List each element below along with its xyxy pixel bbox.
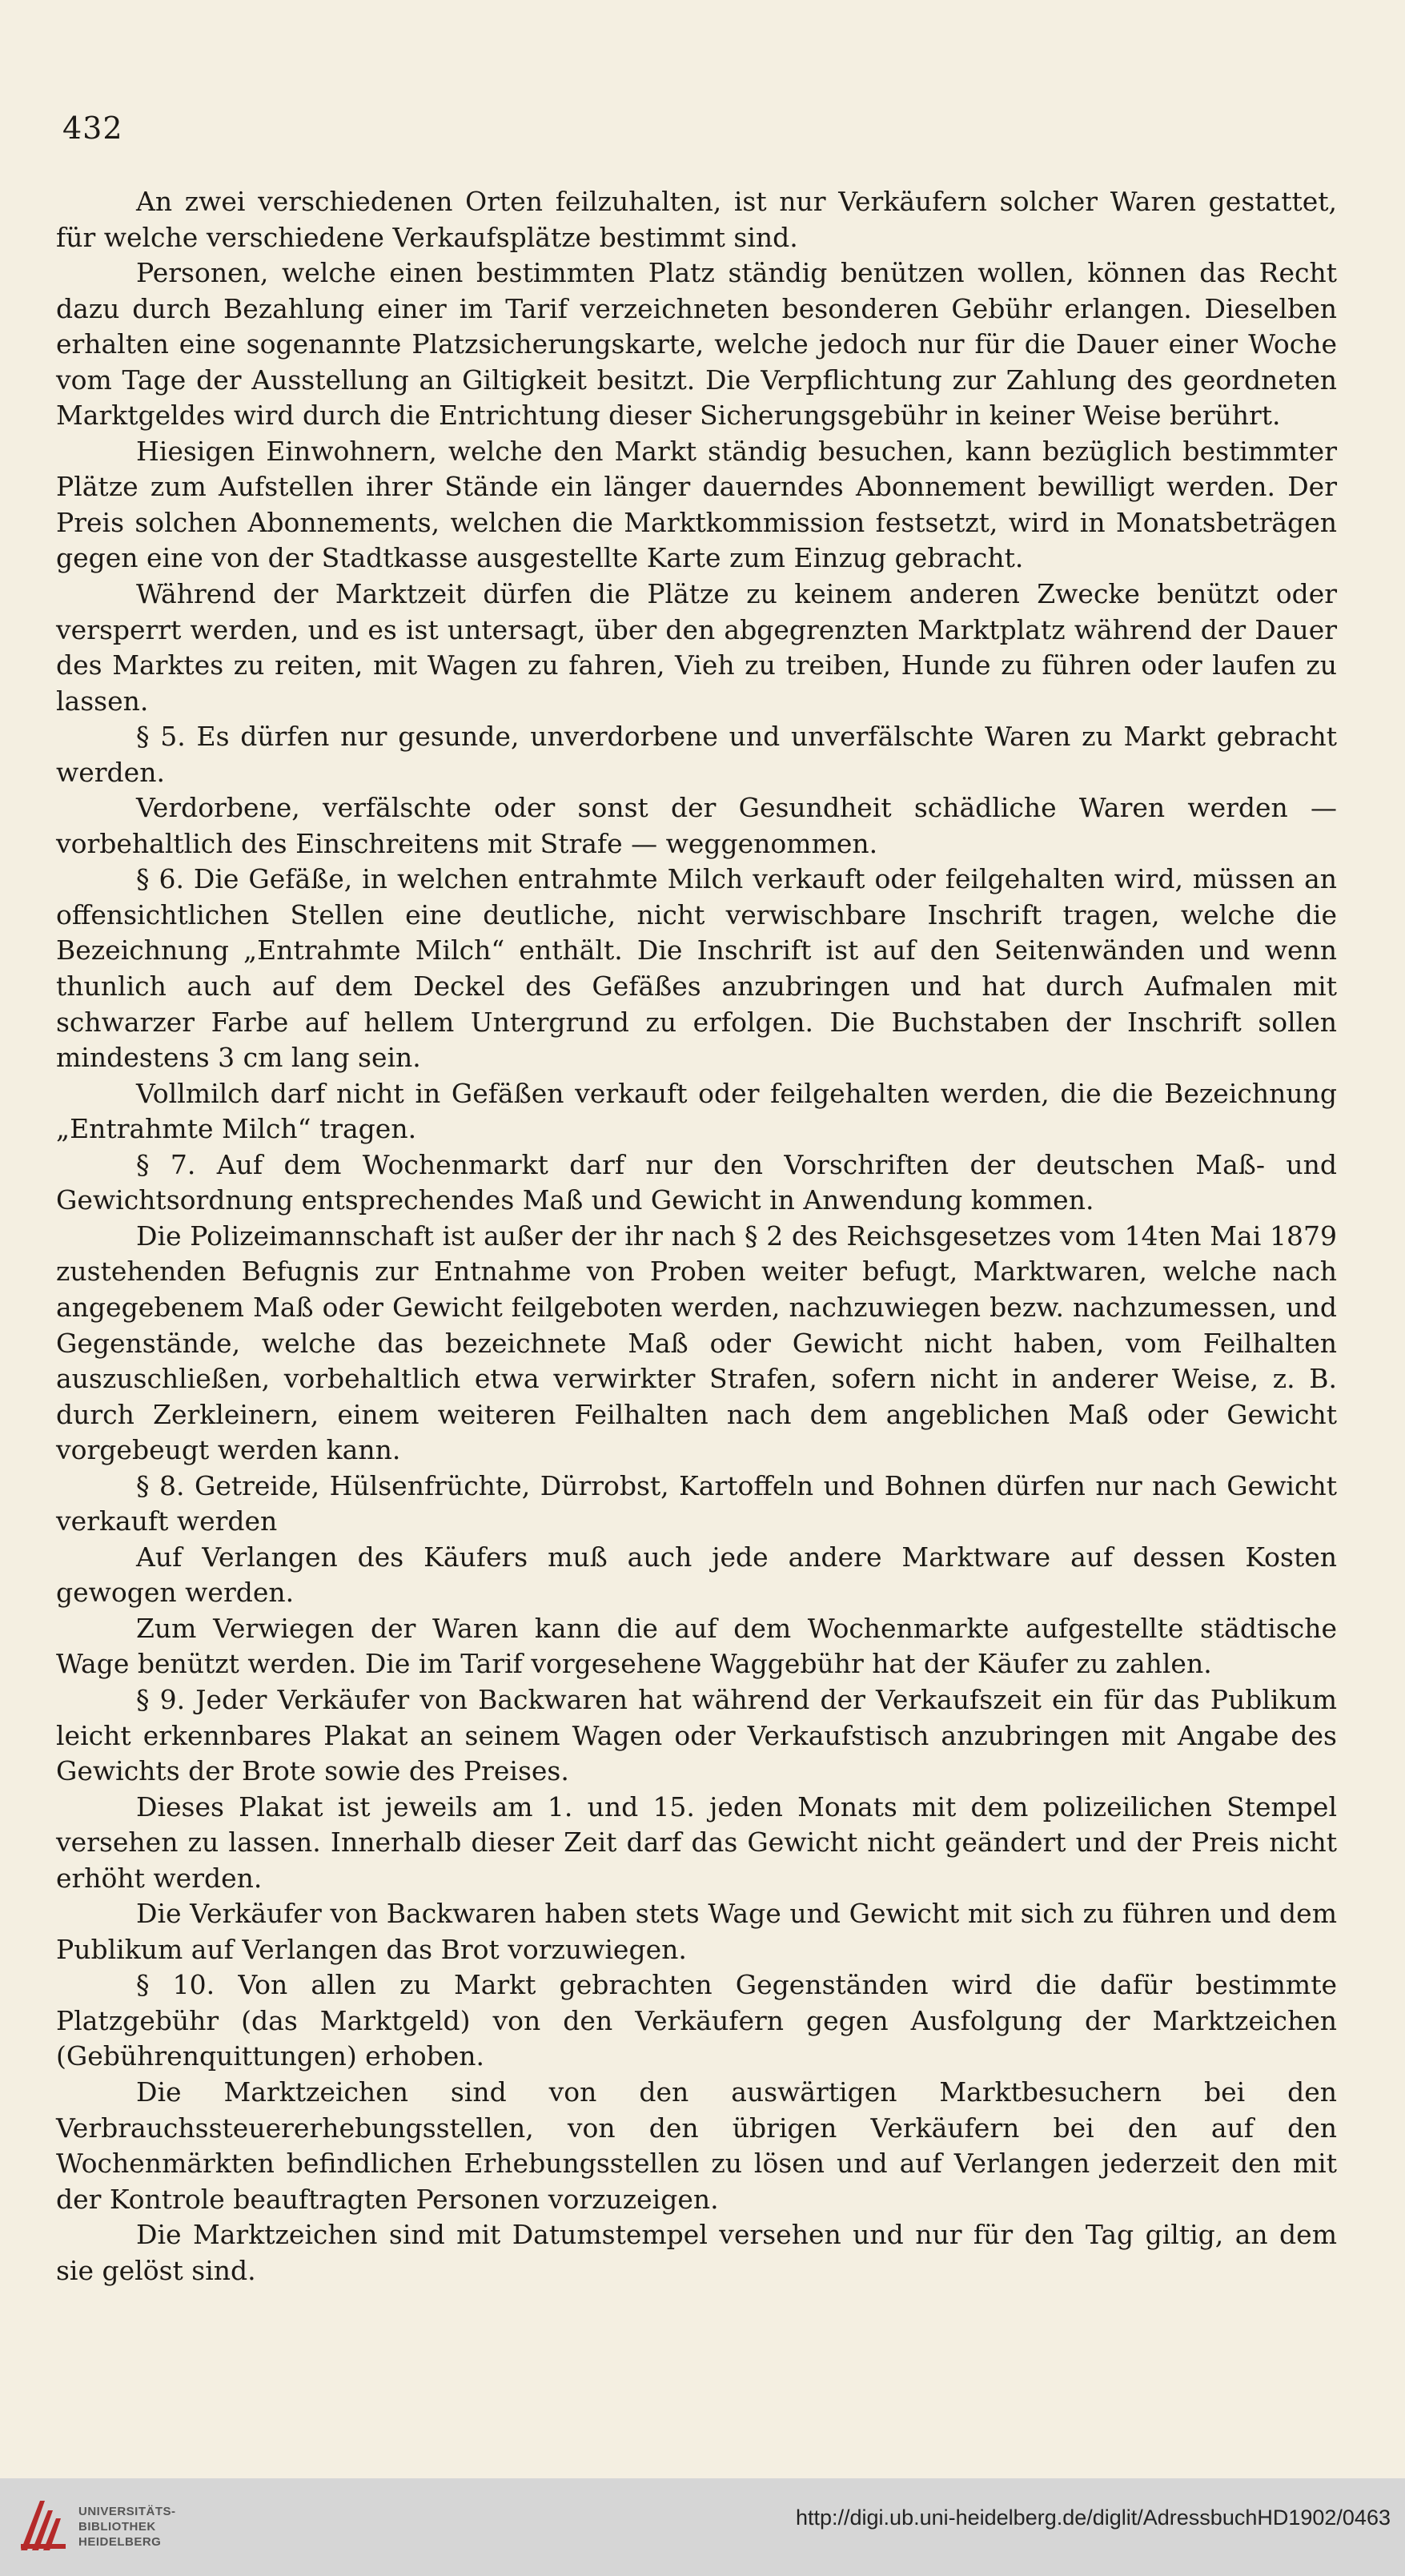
paragraph: Die Marktzeichen sind von den auswärtigen Marktbesuchern bei den Verbrauchssteuererhebungsstellen, von den übrigen Verkäufern bei den auf den Wochenmärkten befindlichen Erhebungsstellen zu lösen und auf Verlangen jederzeit den mit der Kontrole beauftragten Personen vorzuzeigen. — [56, 2076, 1337, 2215]
paragraph-section-9: § 9. Jeder Verkäufer von Backwaren hat während der Verkaufszeit ein für das Publikum leicht erkennbares Plakat an seinem Wagen oder Verkaufstisch anzubringen mit Angabe des Gewichts der Brote sowie des Preises. — [56, 1683, 1337, 1787]
paragraph: Die Marktzeichen sind mit Datumstempel versehen und nur für den Tag giltig, an dem sie gelöst sind. — [56, 2219, 1337, 2286]
paragraph-section-10: § 10. Von allen zu Markt gebrachten Gegenständen wird die dafür bestimmte Platzgebühr (das Marktgeld) von den Verkäufern gegen Ausfolgung der Marktzeichen (Gebührenquittungen) erhoben. — [56, 1969, 1337, 2072]
paragraph: Zum Verwiegen der Waren kann die auf dem Wochenmarkte aufgestellte städtische Wage benützt werden. Die im Tarif vorgesehene Waggebühr hat der Käufer zu zahlen. — [56, 1612, 1337, 1680]
institution-line: BIBLIOTHEK — [78, 2520, 156, 2534]
footer-bar — [0, 2478, 1405, 2576]
paragraph: Verdorbene, verfälschte oder sonst der Gesundheit schädliche Waren werden — vorbehaltlich des Einschreitens mit Strafe — weggenommen. — [56, 792, 1337, 859]
paragraph: Dieses Plakat ist jeweils am 1. und 15. jeden Monats mit dem polizeilichen Stempel versehen zu lassen. Innerhalb dieser Zeit darf das Gewicht nicht geändert und der Preis nicht erhöht werden. — [56, 1790, 1337, 1894]
paragraph: Hiesigen Einwohnern, welche den Markt ständig besuchen, kann bezüglich bestimmter Plätze zum Aufstellen ihrer Stände ein länger dauerndes Abonnement bewilligt werden. Der Preis solchen Abonnements, welchen die Marktkommission festsetzt, wird in Monatsbeträgen gegen eine von der Stadtkasse ausgestellte Karte zum Einzug gebracht. — [56, 435, 1337, 574]
paragraph: Personen, welche einen bestimmten Platz ständig benützen wollen, können das Recht dazu durch Bezahlung einer im Tarif verzeichneten besonderen Gebühr erlangen. Dieselben erhalten eine sogenannte Platzsicherungskarte, welche jedoch nur für die Dauer einer Woche vom Tage der Ausstellung an Giltigkeit besitzt. Die Verpflichtung zur Zahlung des geordneten Marktgeldes wird durch die Entrichtung dieser Sicherungsgebühr in keiner Weise berührt. — [56, 257, 1337, 432]
paragraph-section-8: § 8. Getreide, Hülsenfrüchte, Dürrobst, Kartoffeln und Bohnen dürfen nur nach Gewicht verkauft werden — [56, 1469, 1337, 1537]
paragraph: An zwei verschiedenen Orten feilzuhalten, ist nur Verkäufern solcher Waren gestattet, für welche verschiedene Verkaufsplätze bestimmt sind. — [56, 186, 1337, 253]
institution-line: UNIVERSITÄTS- — [78, 2505, 176, 2518]
paragraph-section-7: § 7. Auf dem Wochenmarkt darf nur den Vorschriften der deutschen Maß- und Gewichtsordnung entsprechendes Maß und Gewicht in Anwendung kommen. — [56, 1148, 1337, 1216]
paragraph-section-5: § 5. Es dürfen nur gesunde, unverdorbene und unverfälschte Waren zu Markt gebracht werden. — [56, 721, 1337, 788]
institution-name — [78, 2504, 176, 2550]
page-body — [56, 184, 1337, 2289]
paragraph-section-6: § 6. Die Gefäße, in welchen entrahmte Milch verkauft oder feilgehalten wird, müssen an offensichtlichen Stellen eine deutliche, nicht verwischbare Inschrift tragen, welche die Bezeichnung „Entrahmte Milch“ enthält. Die Inschrift ist auf den Seitenwänden und wenn thunlich auch auf dem Deckel des Gefäßes anzubringen und hat durch Aufmalen mit schwarzer Farbe auf hellem Untergrund zu erfolgen. Die Buchstaben der Inschrift sollen mindestens 3 cm lang sein. — [56, 863, 1337, 1074]
paragraph: Auf Verlangen des Käufers muß auch jede andere Marktware auf dessen Kosten gewogen werden. — [56, 1541, 1337, 1609]
paragraph: Vollmilch darf nicht in Gefäßen verkauft oder feilgehalten werden, die die Bezeichnung „Entrahmte Milch“ tragen. — [56, 1077, 1337, 1145]
paragraph: Die Polizeimannschaft ist außer der ihr nach § 2 des Reichsgesetzes vom 14ten Mai 1879 zustehenden Befugnis zur Entnahme von Proben weiter befugt, Marktwaren, welche nach angegebenem Maß oder Gewicht feilgeboten werden, nachzuwiegen bezw. nachzumessen, und Gegenstände, welche das bezeichnete Maß oder Gewicht nicht haben, vom Feilhalten auszuschließen, vorbehaltlich etwa verwirkter Strafen, sofern nicht in anderer Weise, z. B. durch Zerkleinern, einem weiteren Feilhalten nach dem angeblichen Maß oder Gewicht vorgebeugt werden kann. — [56, 1220, 1337, 1466]
paragraph: Die Verkäufer von Backwaren haben stets Wage und Gewicht mit sich zu führen und dem Publikum auf Verlangen das Brot vorzuwiegen. — [56, 1898, 1337, 1965]
page-number: 432 — [62, 111, 123, 146]
source-url-link[interactable]: http://digi.ub.uni-heidelberg.de/diglit/AdressbuchHD1902/0463 — [795, 2506, 1391, 2530]
paragraph: Während der Marktzeit dürfen die Plätze zu keinem anderen Zwecke benützt oder versperrt werden, und es ist untersagt, über den abgegrenzten Marktplatz während der Dauer des Marktes zu reiten, mit Wagen zu fahren, Vieh zu treiben, Hunde zu führen oder laufen zu lassen. — [56, 578, 1337, 717]
institution-line: HEIDELBERG — [78, 2535, 162, 2549]
university-library-heidelberg-logo-icon — [16, 2494, 70, 2554]
